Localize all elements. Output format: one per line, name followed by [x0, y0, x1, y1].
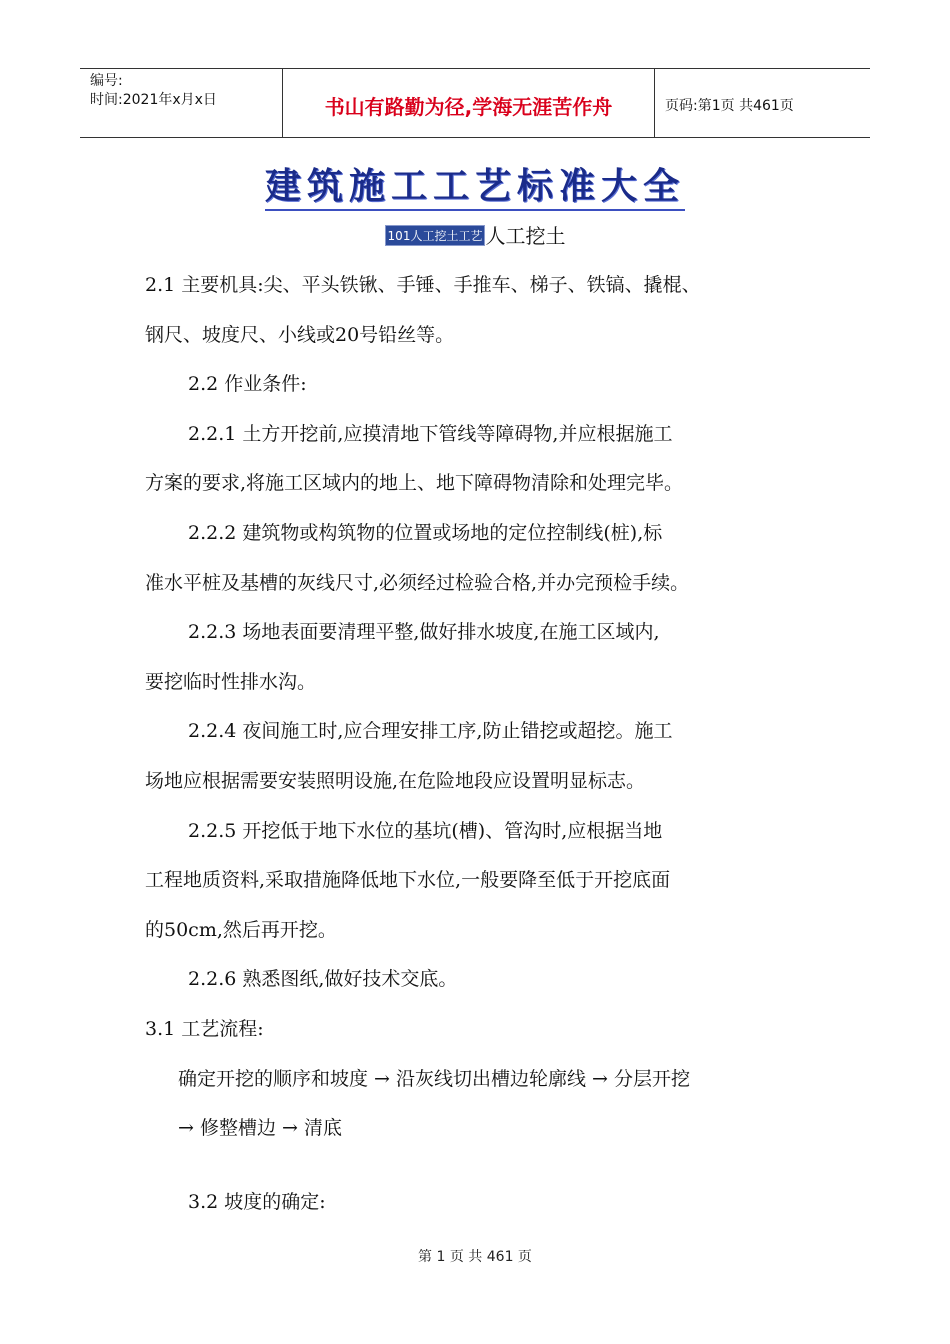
- process-flow-line: → 修整槽边 → 清底: [178, 1117, 342, 1140]
- paragraph-line: 要挖临时性排水沟。: [145, 670, 317, 693]
- paragraph-line: 2.1 主要机具:尖、平头铁锹、手锤、手推车、梯子、铁镐、撬棍、: [145, 274, 701, 296]
- document-body: [145, 268, 815, 1234]
- paragraph-line: 方案的要求,将施工区域内的地上、地下障碍物清除和处理完毕。: [145, 472, 684, 495]
- spacer: [145, 1161, 815, 1185]
- paragraph-line: 2.2.4 夜间施工时,应合理安排工序,防止错挖或超挖。施工: [188, 720, 673, 743]
- subtitle-tag[interactable]: 101人工挖土工艺: [385, 225, 486, 246]
- paragraph-line: 的50cm,然后再开挖。: [145, 918, 337, 941]
- paragraph-line: 工程地质资料,采取措施降低地下水位,一般要降至低于开挖底面: [145, 869, 671, 892]
- paragraph-line: 2.2.5 开挖低于地下水位的基坑(槽)、管沟时,应根据当地: [188, 819, 663, 842]
- header-meta: [80, 69, 282, 137]
- page-header: [80, 68, 870, 138]
- document-time-label: 时间:2021年x月x日: [90, 92, 217, 108]
- process-flow-line: 确定开挖的顺序和坡度 → 沿灰线切出槽边轮廓线 → 分层开挖: [178, 1067, 690, 1090]
- paragraph-line: 钢尺、坡度尺、小线或20号铅丝等。: [145, 323, 455, 346]
- paragraph-line: 3.1 工艺流程:: [145, 1017, 264, 1040]
- paragraph-line: 2.2 作业条件:: [188, 373, 307, 396]
- page-footer: 第 1 页 共 461 页: [418, 1249, 532, 1265]
- paragraph-line: 准水平桩及基槽的灰线尺寸,必须经过检验合格,并办完预检手续。: [145, 571, 690, 594]
- paragraph-line: 2.2.1 土方开挖前,应摸清地下管线等障碍物,并应根据施工: [188, 422, 673, 445]
- paragraph-line: 2.2.6 熟悉图纸,做好技术交底。: [188, 968, 458, 991]
- paragraph-line: 3.2 坡度的确定:: [188, 1190, 326, 1213]
- document-title: [0, 158, 950, 209]
- subtitle-text: 人工挖土: [485, 224, 566, 248]
- document-title-text: 建筑施工工艺标准大全: [265, 165, 685, 211]
- header-motto: 书山有路勤为径,学海无涯苦作舟: [282, 69, 655, 137]
- paragraph-line: 2.2.2 建筑物或构筑物的位置或场地的定位控制线(桩),标: [188, 521, 663, 544]
- section-subtitle: [0, 220, 950, 249]
- paragraph-line: 2.2.3 场地表面要清理平整,做好排水坡度,在施工区域内,: [188, 621, 660, 644]
- paragraph-line: 场地应根据需要安装照明设施,在危险地段应设置明显标志。: [145, 769, 646, 792]
- document-number-label: 编号:: [90, 73, 123, 89]
- header-page-info: 页码:第1页 共461页: [665, 98, 794, 114]
